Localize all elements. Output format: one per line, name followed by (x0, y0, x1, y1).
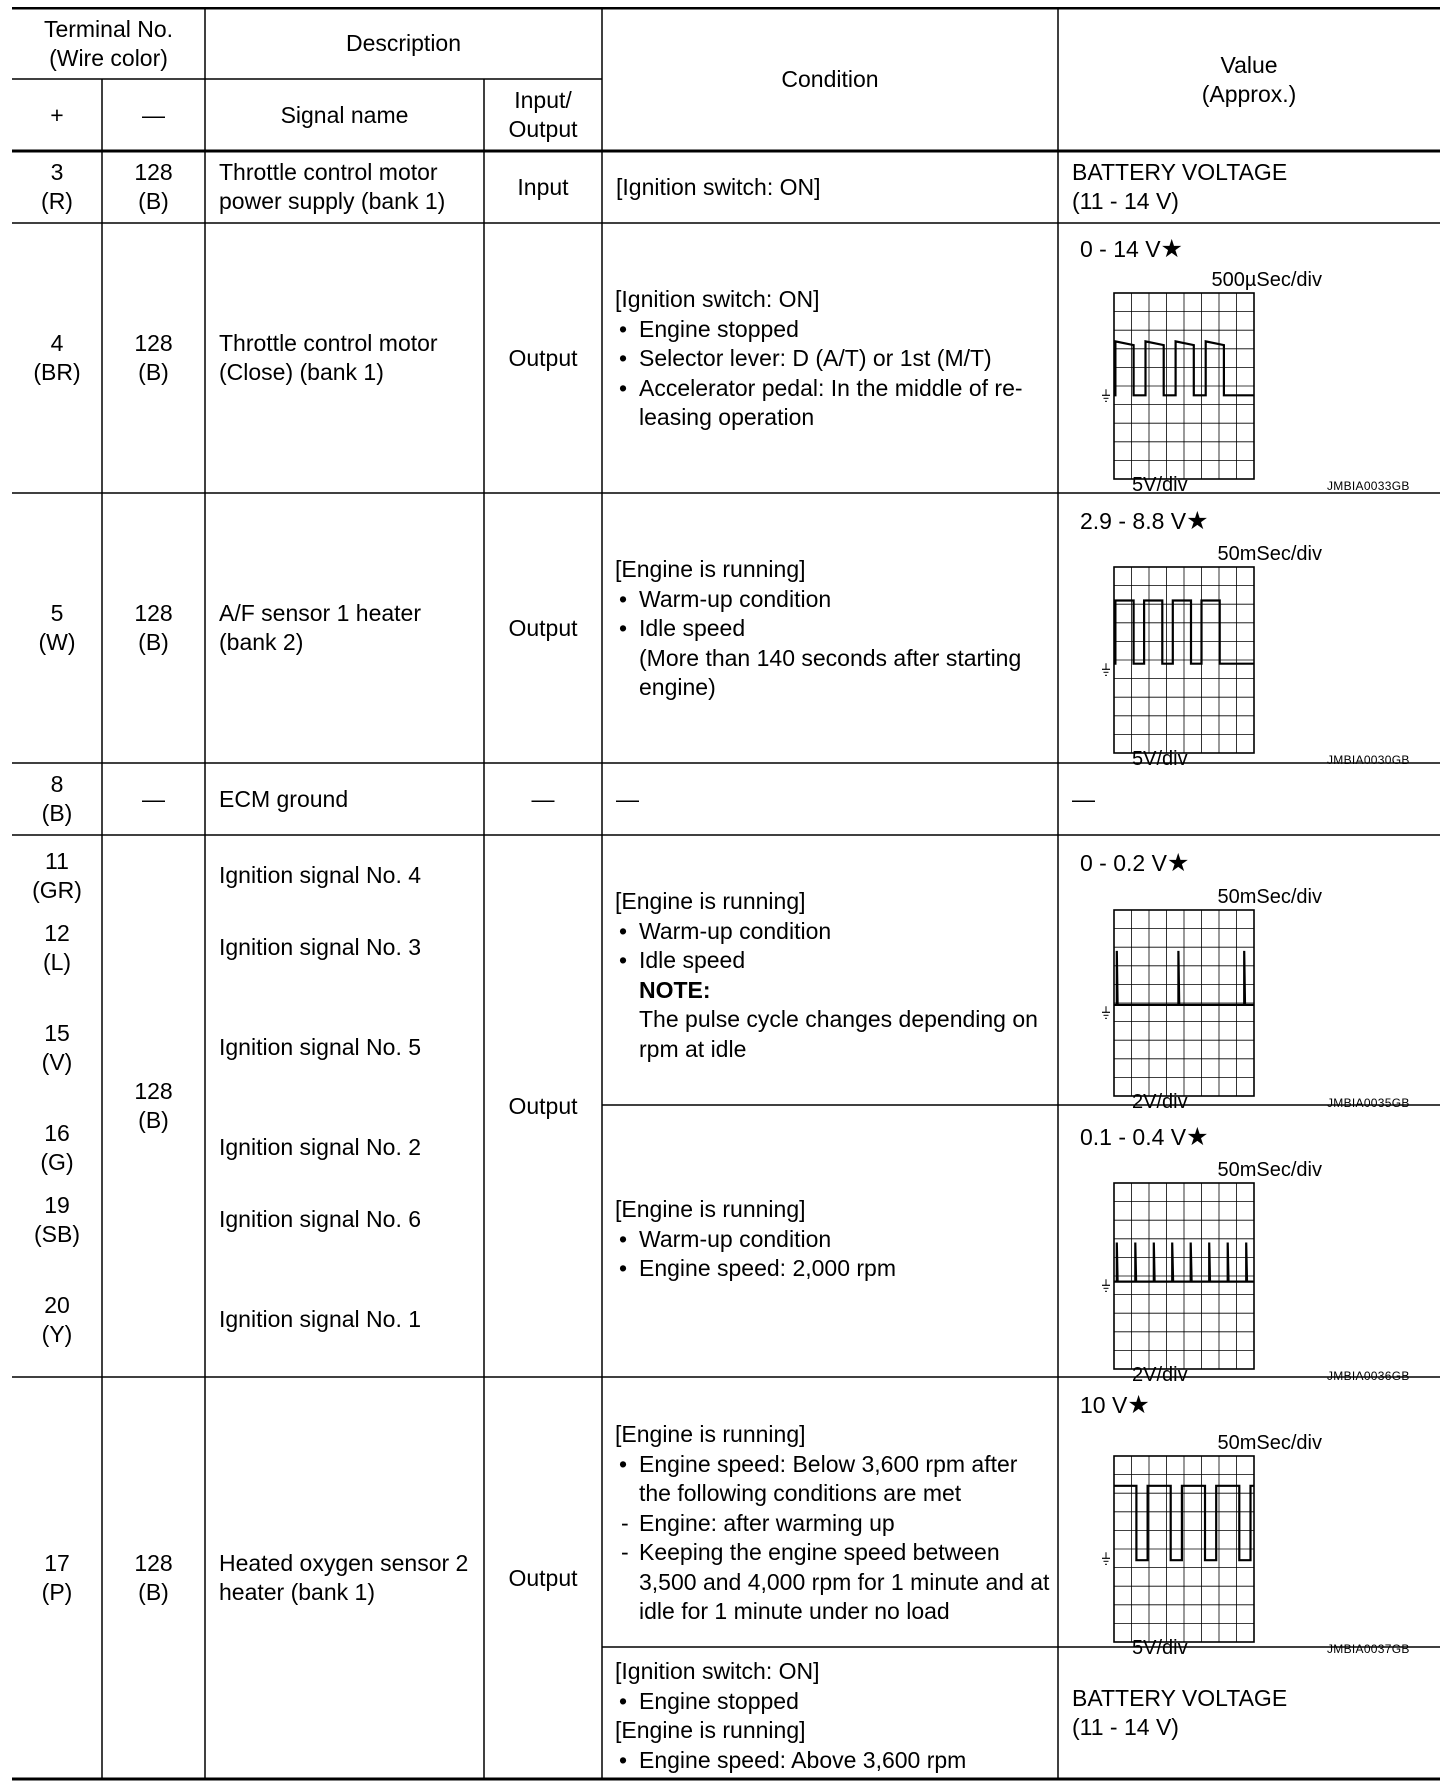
row-value: 0.1 - 0.4 V★ (1080, 1123, 1209, 1151)
condition-line: [Ignition switch: ON] (615, 1658, 820, 1684)
condition-line: 3,500 and 4,000 rpm for 1 minute and at (639, 1568, 1050, 1595)
row-minus: 128 (B) (134, 1078, 173, 1133)
row-signal: Ignition signal No. 6 (219, 1206, 422, 1232)
condition-line: the following conditions are met (639, 1480, 962, 1506)
header-signal-name: Signal name (280, 101, 409, 128)
row-plus: 8 (B) (41, 771, 73, 826)
row-condition (615, 1420, 1075, 1627)
waveform-plot (1102, 908, 1302, 1098)
condition-line: • Accelerator pedal: In the middle of re- (615, 374, 1075, 404)
condition-line: • Engine speed: Below 3,600 rpm after (615, 1450, 1075, 1480)
condition-line: • Engine stopped (615, 315, 1075, 345)
row-signal: Heated oxygen sensor 2 heater (bank 1) (219, 1550, 469, 1605)
oscilloscope-waveform (1102, 886, 1422, 1116)
row-plus: 17 (P) (41, 1550, 73, 1605)
condition-line: • Idle speed (615, 614, 1075, 644)
condition-line: The pulse cycle changes depending on (639, 1006, 1038, 1032)
row-plus: 15 (V) (41, 1020, 73, 1075)
row-minus: 128 (B) (134, 600, 173, 655)
oscilloscope-waveform (1102, 543, 1422, 773)
terminal-table (12, 7, 1440, 1781)
condition-line: • Selector lever: D (A/T) or 1st (M/T) (615, 344, 1075, 374)
row-io: Output (508, 614, 578, 641)
row-io: — (531, 785, 555, 812)
waveform-plot (1102, 565, 1302, 755)
row-plus: 3 (R) (41, 159, 73, 214)
star-icon: ★ (1160, 235, 1183, 263)
time-division-label: 50mSec/div (1217, 1159, 1322, 1181)
row-minus: 128 (B) (134, 159, 173, 214)
row-plus: 20 (Y) (41, 1292, 73, 1347)
volt-division-label: 5V/div (1132, 1637, 1188, 1659)
row-value: 0 - 14 V★ (1080, 235, 1183, 263)
row-condition (615, 285, 1075, 433)
condition-line: [Engine is running] (615, 1421, 806, 1447)
header-terminal: Terminal No. (Wire color) (43, 15, 174, 71)
row-io: Output (508, 344, 578, 371)
header-io: Input/ Output (508, 87, 578, 142)
header-minus: — (142, 101, 165, 128)
row-plus: 16 (G) (40, 1120, 74, 1175)
row-minus: — (142, 785, 165, 812)
waveform-plot (1102, 1454, 1302, 1644)
volt-division-label: 5V/div (1132, 748, 1188, 770)
condition-line: [Engine is running] (615, 556, 806, 582)
condition-line: • Engine stopped (615, 1687, 1075, 1717)
row-value: BATTERY VOLTAGE (11 - 14 V) (1072, 1685, 1288, 1740)
figure-code: JMBIA0033GB (1327, 479, 1410, 493)
condition-line: • Engine speed: Above 3,600 rpm (615, 1746, 1075, 1776)
condition-line: [Engine is running] (615, 1196, 806, 1222)
row-plus: 11 (GR) (32, 848, 82, 903)
row-signal: Ignition signal No. 5 (219, 1034, 422, 1060)
star-icon: ★ (1127, 1391, 1150, 1419)
oscilloscope-waveform (1102, 269, 1422, 499)
row-signal: A/F sensor 1 heater (bank 2) (219, 600, 421, 655)
volt-division-label: 2V/div (1132, 1091, 1188, 1113)
volt-division-label: 5V/div (1132, 474, 1188, 496)
condition-line: • Idle speed (615, 946, 1075, 976)
waveform-plot (1102, 1181, 1302, 1371)
condition-line: leasing operation (639, 404, 815, 430)
condition-line: rpm at idle (639, 1035, 747, 1062)
row-minus: 128 (B) (134, 330, 173, 385)
row-condition (615, 555, 1075, 703)
row-plus: 4 (BR) (33, 330, 81, 385)
row-condition: — (616, 785, 639, 812)
condition-line: - Engine: after warming up (615, 1509, 1075, 1539)
condition-line: • Warm-up condition (615, 585, 1075, 615)
condition-line: [Engine is running] (615, 1717, 806, 1743)
row-value: 0 - 0.2 V★ (1080, 849, 1190, 877)
waveform-plot (1102, 291, 1302, 481)
note-label: NOTE: (639, 976, 711, 1003)
row-signal: Throttle control motor (Close) (bank 1) (219, 330, 438, 385)
row-minus: 128 (B) (134, 1550, 173, 1605)
condition-line: engine) (639, 674, 716, 700)
row-signal: Throttle control motor power supply (bank 1) (219, 159, 446, 214)
row-signal: Ignition signal No. 4 (219, 862, 422, 888)
condition-line: idle for 1 minute under no load (639, 1598, 950, 1624)
time-division-label: 500µSec/div (1211, 269, 1322, 291)
time-division-label: 50mSec/div (1217, 886, 1322, 908)
figure-code: JMBIA0037GB (1327, 1642, 1410, 1656)
row-value: — (1072, 785, 1095, 812)
condition-line: (More than 140 seconds after starting (639, 644, 1022, 671)
row-value: 2.9 - 8.8 V★ (1080, 507, 1209, 535)
header-plus: + (50, 101, 64, 128)
star-icon: ★ (1186, 1123, 1209, 1151)
row-plus: 12 (L) (42, 920, 72, 975)
oscilloscope-waveform (1102, 1159, 1422, 1389)
row-signal: Ignition signal No. 1 (219, 1306, 422, 1332)
row-value: BATTERY VOLTAGE (11 - 14 V) (1072, 159, 1288, 214)
row-condition (615, 1195, 1075, 1284)
condition-line: - Keeping the engine speed between (615, 1538, 1075, 1568)
condition-line: [Engine is running] (615, 888, 806, 914)
time-division-label: 50mSec/div (1217, 1432, 1322, 1454)
volt-division-label: 2V/div (1132, 1364, 1188, 1386)
row-plus: 19 (SB) (34, 1192, 80, 1247)
condition-line: [Ignition switch: ON] (615, 286, 820, 312)
row-signal: Ignition signal No. 2 (219, 1134, 422, 1160)
row-io: Output (508, 1092, 578, 1119)
header-value: Value (Approx.) (1201, 51, 1297, 107)
figure-code: JMBIA0036GB (1327, 1369, 1410, 1383)
star-icon: ★ (1166, 849, 1190, 877)
header-condition: Condition (781, 66, 879, 92)
row-signal: ECM ground (219, 785, 349, 812)
row-io: Input (517, 173, 569, 200)
figure-code: JMBIA0035GB (1327, 1096, 1410, 1110)
condition-line: • Warm-up condition (615, 917, 1075, 947)
header-description: Description (345, 30, 462, 56)
condition-line: • Warm-up condition (615, 1225, 1075, 1255)
row-io: Output (508, 1564, 578, 1591)
time-division-label: 50mSec/div (1217, 543, 1322, 565)
oscilloscope-waveform (1102, 1432, 1422, 1662)
condition-line: • Engine speed: 2,000 rpm (615, 1254, 1075, 1284)
star-icon: ★ (1186, 507, 1209, 535)
row-signal: Ignition signal No. 3 (219, 934, 422, 960)
row-plus: 5 (W) (38, 600, 76, 655)
row-condition (615, 1657, 1075, 1775)
row-value: 10 V★ (1080, 1391, 1150, 1419)
row-condition (615, 887, 1075, 1064)
row-condition: [Ignition switch: ON] (616, 173, 821, 200)
figure-code: JMBIA0030GB (1327, 753, 1410, 767)
